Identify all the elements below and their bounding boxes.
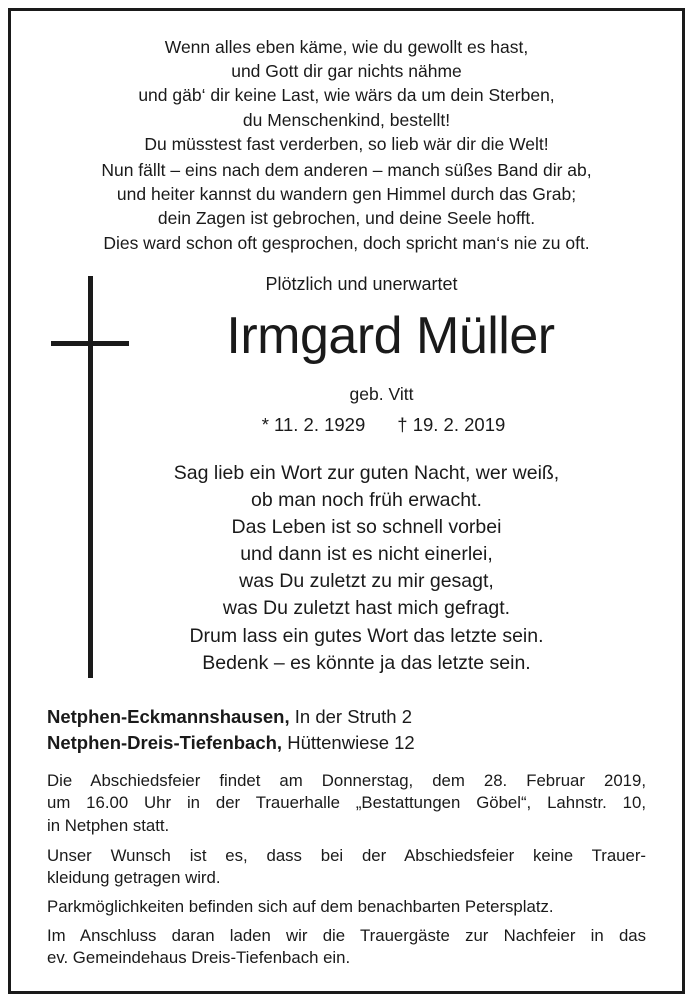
address-street: In der Struth 2 bbox=[294, 706, 412, 727]
birth-name: geb. Vitt bbox=[349, 384, 414, 404]
address-street: Hüttenwiese 12 bbox=[287, 732, 415, 753]
address-line bbox=[47, 732, 415, 754]
poem-line: Nun fällt – eins nach dem anderen – manch süßes Band dir ab, bbox=[101, 160, 592, 180]
address-place: Netphen-Eckmannshausen, bbox=[47, 706, 290, 727]
intro-text: Plötzlich und unerwartet bbox=[265, 274, 458, 294]
reception-paragraph bbox=[47, 925, 646, 970]
poem-line: Du müsstest fast verderben, so lieb wär dir die Welt! bbox=[144, 133, 549, 154]
poem-line: und Gott dir gar nichts nähme bbox=[231, 61, 462, 82]
poem-line: Das Leben ist so schnell vorbei bbox=[231, 516, 502, 539]
life-dates bbox=[0, 414, 693, 436]
paragraph-line: Parkmöglichkeiten befinden sich auf dem benachbarten Petersplatz. bbox=[47, 897, 554, 916]
poem-line: Bedenk – es könnte ja das letzte sein. bbox=[202, 651, 531, 674]
dress-paragraph bbox=[47, 845, 646, 890]
paragraph-line: Im Anschluss daran laden wir die Trauergäste zur Nachfeier in das bbox=[47, 926, 646, 945]
poem-line: dein Zagen ist gebrochen, und deine Seele hofft. bbox=[157, 208, 536, 229]
deceased-name: Irmgard Müller bbox=[226, 307, 555, 365]
address-line bbox=[47, 706, 412, 728]
poem-stanza-1 bbox=[0, 35, 693, 156]
poem-line: Drum lass ein gutes Wort das letzte sein. bbox=[189, 624, 544, 647]
paragraph-line: kleidung getragen wird. bbox=[47, 868, 221, 888]
poem-line: Sag lieb ein Wort zur guten Nacht, wer weiß, bbox=[173, 462, 560, 484]
paragraph-line: Unser Wunsch ist es, dass bei der Abschiedsfeier keine Trauer- bbox=[47, 846, 646, 865]
poem-line: was Du zuletzt hast mich gefragt. bbox=[222, 597, 511, 620]
paragraph-line: Die Abschiedsfeier findet am Donnerstag, dem 28. Februar 2019, bbox=[47, 771, 646, 790]
poem-line: Wenn alles eben käme, wie du gewollt es hast, bbox=[164, 37, 529, 57]
poem-line: und dann ist es nicht einerlei, bbox=[240, 543, 493, 566]
poem-middle bbox=[0, 460, 693, 677]
paragraph-line: in Netphen statt. bbox=[47, 815, 170, 835]
paragraph-line: ev. Gemeindehaus Dreis-Tiefenbach ein. bbox=[47, 948, 351, 968]
poem-line: ob man noch früh erwacht. bbox=[251, 489, 482, 512]
address-place: Netphen-Dreis-Tiefenbach, bbox=[47, 732, 283, 753]
ceremony-paragraph bbox=[47, 770, 646, 837]
poem-line: und gäb‘ dir keine Last, wie wärs da um dein Sterben, bbox=[138, 85, 555, 106]
birth-date: * 11. 2. 1929 bbox=[261, 414, 366, 435]
parking-paragraph bbox=[47, 896, 646, 918]
paragraph-line: um 16.00 Uhr in der Trauerhalle „Bestattungen Göbel“, Lahnstr. 10, bbox=[47, 793, 646, 813]
poem-stanza-2 bbox=[0, 158, 693, 255]
death-date: † 19. 2. 2019 bbox=[397, 414, 506, 435]
poem-line: was Du zuletzt zu mir gesagt, bbox=[239, 570, 494, 593]
poem-line: und heiter kannst du wandern gen Himmel durch das Grab; bbox=[116, 184, 577, 205]
poem-line: Dies ward schon oft gesprochen, doch spricht man‘s nie zu oft. bbox=[103, 232, 590, 253]
poem-line: du Menschenkind, bestellt! bbox=[242, 109, 451, 130]
